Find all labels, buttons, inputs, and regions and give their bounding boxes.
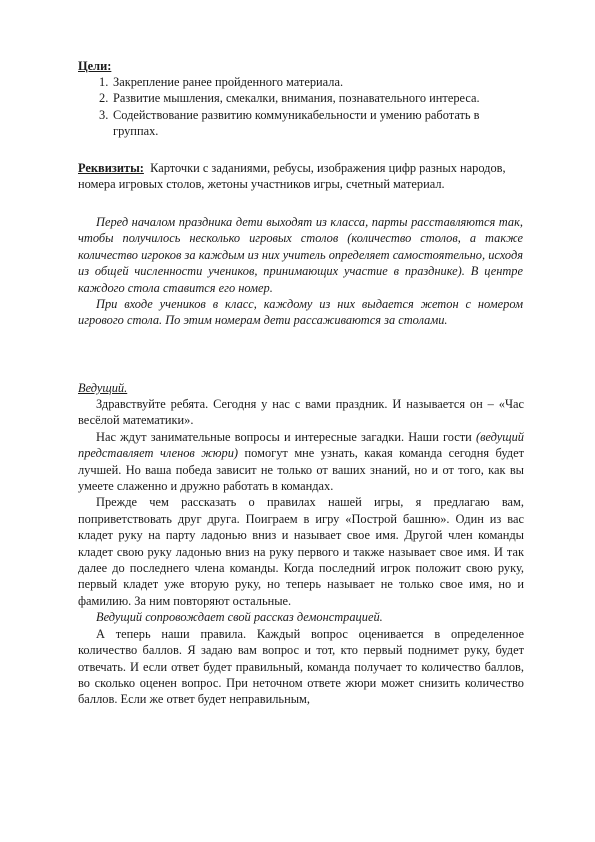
speech-paragraph: Здравствуйте ребята. Сегодня у нас с вами праздник. И называется он – «Час весёлой математики». xyxy=(78,397,524,428)
stage-direction: Ведущий сопровождает свой рассказ демонстрацией. xyxy=(96,610,383,625)
speech-paragraph: А теперь наши правила. Каждый вопрос оценивается в определенное количество баллов. Я задаю вам вопрос и тот, кто первый поднимет руку, будет отвечать. И если ответ будет правильный, команда получает то количество баллов, во сколько оценен вопрос. При неточном ответе жюри может снизить количество баллов. Если же ответ будет неправильным, xyxy=(78,626,524,707)
intro-paragraph: Перед началом праздника дети выходят из класса, парты расставляются так, чтобы получилось несколько игровых столов (количество столов, а также количество игроков за каждым из них учитель определяет самостоятельно, исходя из общей численности учеников, принимающих участие в празднике). В центре каждого стола ставится его номер. xyxy=(78,215,523,295)
props-text: Карточки с заданиями, ребусы, изображения цифр разных народов, номера игровых столов, жетоны участников игры, счетный материал. xyxy=(78,161,506,192)
goal-item xyxy=(78,107,518,140)
leader-speech xyxy=(78,396,524,708)
leader-title: Ведущий. xyxy=(78,381,128,395)
goal-number: 1. xyxy=(99,75,109,89)
speech-paragraph xyxy=(78,429,524,495)
props-paragraph xyxy=(78,160,523,193)
goal-item xyxy=(78,74,518,90)
intro-paragraph: При входе учеников в класс, каждому из них выдается жетон с номером игрового стола. По этим номерам дети рассаживаются за столами. xyxy=(78,297,523,328)
intro-block xyxy=(78,214,523,329)
speech-text: помогут мне узнать, какая команда сегодня будет лучшей. Но ваша победа зависит не только от ваших знаний, но и от того, как вы умеете слаженно и дружно работать в командах. xyxy=(78,446,524,494)
goal-text: Закрепление ранее пройденного материала. xyxy=(113,75,344,89)
goals-list xyxy=(78,74,518,140)
speech-text: Нас ждут занимательные вопросы и интересные загадки. Наши гости xyxy=(96,429,476,444)
goals-title: Цели: xyxy=(78,59,112,73)
goal-text: Развитие мышления, смекалки, внимания, познавательного интереса. xyxy=(113,91,480,106)
props-label: Реквизиты: xyxy=(78,161,144,175)
goal-number: 2. xyxy=(99,91,109,106)
goal-item xyxy=(78,90,518,106)
goal-text: Содействование развитию коммуникабельности и умению работать в группах. xyxy=(113,107,480,139)
speech-italic-note: (ведущий представляет членов жюри) xyxy=(78,429,524,461)
speech-paragraph: Прежде чем рассказать о правилах нашей игры, я предлагаю вам, поприветствовать друг друга. Поиграем в игру «Построй башню». Один из вас кладет руку на парту ладонью вниз и называет свое имя. Другой член команды кладет свою руку ладонью вниз на руку первого и также называет свое имя. И так далее до последнего члена команды. Когда последний игрок положит свою руку, первый кладет уже вторую руку, но теперь называет не только свое имя, но и фамилию. За ним повторяют остальные. xyxy=(78,495,524,608)
goal-number: 3. xyxy=(99,107,109,122)
